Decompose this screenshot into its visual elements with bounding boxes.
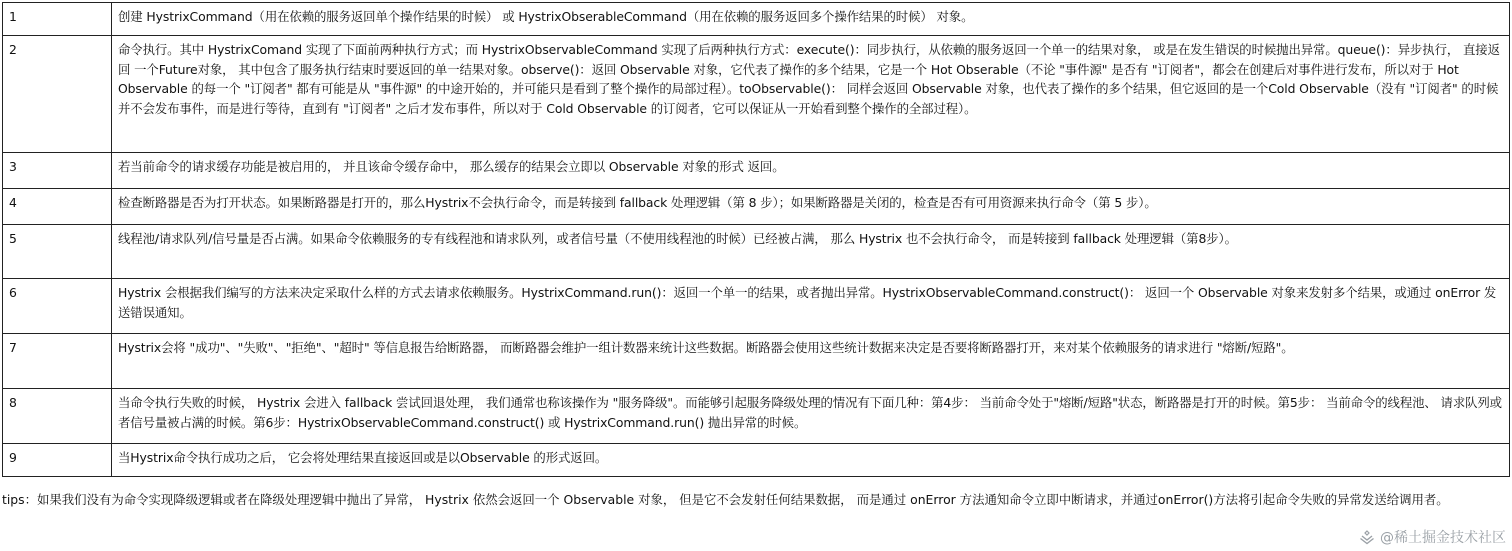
step-number: 6 — [3, 279, 112, 334]
steps-table — [2, 2, 1510, 477]
step-description: Hystrix会将 "成功"、"失败"、"拒绝"、"超时" 等信息报告给断路器， 而断路器会维护一组计数器来统计这些数据。断路器会使用这些统计数据来决定是否要将断路器打开，来对某个依赖服务的请求进行 "熔断/短路"。 — [112, 334, 1510, 389]
table-row — [3, 225, 1510, 279]
table-row — [3, 153, 1510, 189]
step-description: 创建 HystrixCommand（用在依赖的服务返回单个操作结果的时候） 或 HystrixObserableCommand（用在依赖的服务返回多个操作结果的时候） 对象。 — [112, 3, 1510, 36]
table-row — [3, 3, 1510, 36]
table-row — [3, 279, 1510, 334]
table-row — [3, 389, 1510, 444]
step-number: 8 — [3, 389, 112, 444]
step-description: 线程池/请求队列/信号量是否占满。如果命令依赖服务的专有线程池和请求队列，或者信号量（不使用线程池的时候）已经被占满， 那么 Hystrix 也不会执行命令， 而是转接到 fallback 处理逻辑（第8步）。 — [112, 225, 1510, 279]
juejin-logo-icon — [1359, 529, 1375, 545]
table-row — [3, 189, 1510, 225]
step-description: 当Hystrix命令执行成功之后， 它会将处理结果直接返回或是以Observable 的形式返回。 — [112, 444, 1510, 477]
table-row — [3, 334, 1510, 389]
step-description: 若当前命令的请求缓存功能是被启用的， 并且该命令缓存命中， 那么缓存的结果会立即以 Observable 对象的形式 返回。 — [112, 153, 1510, 189]
step-number: 4 — [3, 189, 112, 225]
step-description: 检查断路器是否为打开状态。如果断路器是打开的，那么Hystrix不会执行命令，而是转接到 fallback 处理逻辑（第 8 步）；如果断路器是关闭的，检查是否有可用资源来执行命令（第 5 步）。 — [112, 189, 1510, 225]
table-row — [3, 36, 1510, 153]
step-number: 5 — [3, 225, 112, 279]
step-description: Hystrix 会根据我们编写的方法来决定采取什么样的方式去请求依赖服务。HystrixCommand.run()：返回一个单一的结果，或者抛出异常。HystrixObservableCommand.construct()： 返回一个 Observable 对象来发射多个结果，或通过 onError 发送错误通知。 — [112, 279, 1510, 334]
site-watermark — [1359, 527, 1506, 547]
step-number: 2 — [3, 36, 112, 153]
step-number: 1 — [3, 3, 112, 36]
step-number: 3 — [3, 153, 112, 189]
step-number: 7 — [3, 334, 112, 389]
step-description: 命令执行。其中 HystrixComand 实现了下面前两种执行方式；而 HystrixObservableCommand 实现了后两种执行方式：execute()：同步执行，从依赖的服务返回一个单一的结果对象， 或是在发生错误的时候抛出异常。queue()：异步执行， 直接返回 一个Future对象， 其中包含了服务执行结束时要返回的单一结果对象。observe()：返回 Observable 对象，它代表了操作的多个结果，它是一个 Hot Obserable（不论 "事件源" 是否有 "订阅者"，都会在创建后对事件进行发布，所以对于 Hot Observable 的每一个 "订阅者" 都有可能是从 "事件源" 的中途开始的，并可能只是看到了整个操作的局部过程）。toObservable()： 同样会返回 Observable 对象，也代表了操作的多个结果，但它返回的是一个Cold Observable（没有 "订阅者" 的时候并不会发布事件，而是进行等待，直到有 "订阅者" 之后才发布事件，所以对于 Cold Observable 的订阅者，它可以保证从一开始看到整个操作的全部过程）。 — [112, 36, 1510, 153]
step-description: 当命令执行失败的时候， Hystrix 会进入 fallback 尝试回退处理， 我们通常也称该操作为 "服务降级"。而能够引起服务降级处理的情况有下面几种：第4步： 当前命令处于"熔断/短路"状态，断路器是打开的时候。第5步： 当前命令的线程池、 请求队列或 者信号量被占满的时候。第6步：HystrixObservableCommand.construct() 或 HystrixCommand.run() 抛出异常的时候。 — [112, 389, 1510, 444]
watermark-text: @稀土掘金技术社区 — [1380, 530, 1506, 546]
step-number: 9 — [3, 444, 112, 477]
tips-note: tips：如果我们没有为命令实现降级逻辑或者在降级处理逻辑中抛出了异常， Hystrix 依然会返回一个 Observable 对象， 但是它不会发射任何结果数据， 而是通过 onError 方法通知命令立即中断请求，并通过onError()方法将引起命令失败的异常发送给调用者。 — [2, 492, 1449, 507]
table-row — [3, 444, 1510, 477]
